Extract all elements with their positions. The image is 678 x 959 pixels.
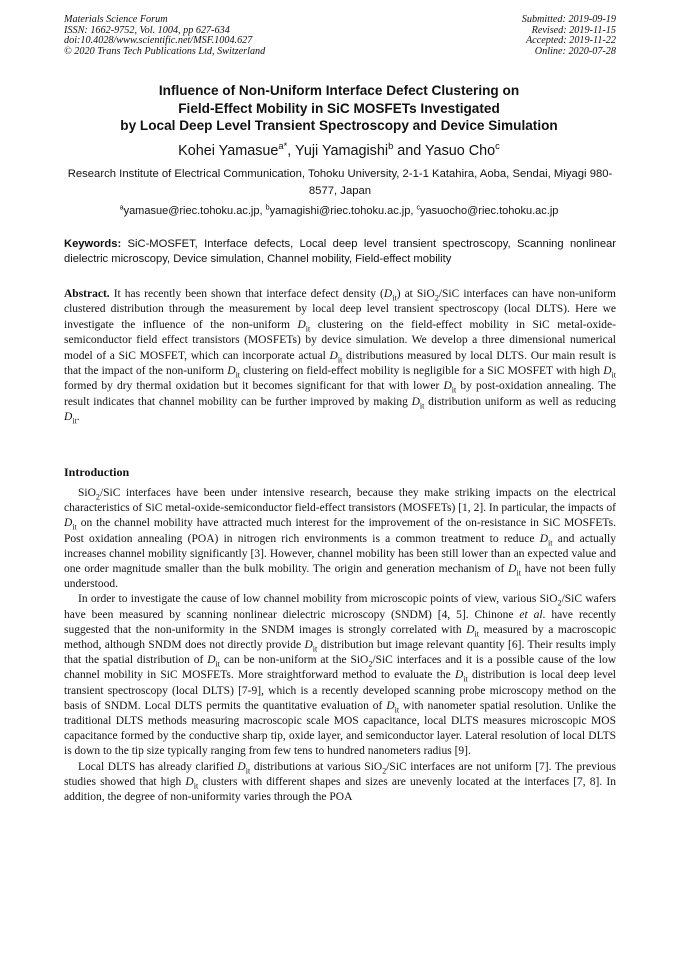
body-text: SiO — [78, 487, 96, 499]
email-link[interactable]: yasuocho@riec.tohoku.ac.jp — [420, 205, 559, 217]
dit-symbol: D — [539, 532, 549, 545]
dit-symbol: D — [297, 318, 306, 331]
subscript-2: 2 — [434, 293, 439, 303]
separator: , — [287, 143, 296, 159]
journal-info — [64, 15, 265, 57]
paragraph — [64, 592, 616, 759]
dit-symbol: D — [304, 639, 313, 652]
body-text: /SiC wafers have been measured by scanning nonlinear dielectric microscopy (SNDM) [4, 5]. Chinone — [64, 593, 616, 621]
body-text: on the channel mobility have attracted much interest for the improvement of the on-resistance in SiC MOSFETs. Post oxidation annealing (POA) in nitrogen rich environments is a common treatment to reduce — [64, 517, 616, 545]
body-text: . have recently suggested that the non-uniformity in the SNDM images is strongly correlated with — [64, 608, 616, 636]
body-text: distribution is local deep level transient spectroscopy (local DLTS) [7-9], which is a recently developed scanning probe microscopy method on the basis of SNDM. Local DLTS permits the quantitative evaluation of — [64, 669, 616, 712]
dit-subscript: it — [611, 370, 616, 380]
author-mark: c — [495, 141, 500, 152]
abstract-text: distributions measured by local DLTS. Our main result is that the impact of the non-uniform — [64, 349, 616, 378]
dit-subscript: it — [394, 705, 400, 715]
email-mark: c — [416, 203, 421, 212]
dates-info — [522, 15, 616, 57]
dit-subscript: it — [516, 568, 521, 578]
author-name: Yuji Yamagishi — [295, 143, 389, 159]
subscript-2: 2 — [382, 765, 387, 775]
dit-symbol: D — [329, 349, 338, 362]
dit-symbol: D — [386, 699, 395, 712]
issn-line: ISSN: 1662-9752, Vol. 1004, pp 627-634 — [64, 24, 230, 36]
abstract-text: distribution uniform as well as reducing — [424, 395, 616, 408]
dit-symbol: D — [64, 411, 73, 424]
journal-name: Materials Science Forum — [64, 14, 168, 25]
abstract-text: /SiC interfaces can have non-uniform clustered distribution through the measurement by local deep level transient spectroscopy (local DLTS). Here we investigate the influence of the non-uniform — [64, 288, 616, 331]
body-text: clusters with different shapes and sizes are unevenly located at the interfaces [7, 8]. In addition, the degree of non-uniformity varies through the POA — [64, 775, 616, 804]
dit-subscript: it — [548, 537, 553, 547]
paragraph — [64, 760, 616, 806]
body-text: have not been fully understood. — [64, 563, 617, 591]
dit-symbol: D — [466, 623, 475, 636]
et-al: et al — [519, 608, 543, 621]
abstract-text: clustering on field-effect mobility is negligible for a SiC MOSFET with high — [240, 365, 604, 378]
abstract-text: formed by dry thermal oxidation but it becomes significant for that with lower — [64, 380, 444, 393]
dit-subscript: it — [337, 354, 343, 364]
body-text: distribution but image relevant quantity [6]. Their results imply that the spatial distribution of — [64, 639, 617, 667]
subscript-2: 2 — [368, 659, 373, 669]
abstract-label: Abstract. — [64, 288, 110, 300]
dit-subscript: it — [235, 370, 241, 380]
keywords-text: SiC-MOSFET, Interface defects, Local deep level transient spectroscopy, Scanning nonlinear dielectric microscopy, Device simulation, Channel mobility, Field-effect mobility — [64, 238, 616, 265]
body-text: /SiC interfaces are not uniform [7]. The previous studies showed that high — [64, 760, 616, 788]
doi-line: doi:10.4028/www.scientific.net/MSF.1004.627 — [64, 35, 253, 47]
body-text: can be non-uniform at the SiO — [220, 654, 369, 667]
paragraph — [64, 486, 616, 592]
copyright-line: © 2020 Trans Tech Publications Ltd, Switzerland — [64, 45, 266, 57]
abstract-text: . — [76, 411, 80, 424]
abstract-text: It has recently been shown that interface defect density ( — [109, 288, 384, 300]
abstract-text: clustering on the field-effect mobility in SiC metal-oxide-semiconductor field effect transistors (MOSFETs) by device simulation. We develop a three dimensional numerical model of a SiC MOSFET, which can incorporate actual — [64, 318, 616, 362]
author-mark: a* — [278, 141, 288, 152]
subscript-2: 2 — [95, 492, 100, 502]
introduction-body — [64, 486, 616, 805]
email-link[interactable]: yamasue@riec.tohoku.ac.jp, — [123, 205, 266, 217]
dit-symbol: D — [443, 380, 452, 393]
title-line: Influence of Non-Uniform Interface Defect Clustering on — [158, 83, 520, 98]
dit-symbol: D — [207, 654, 216, 667]
body-text: /SiC interfaces and it is a possible cause of the low channel mobility in SiC MOSFETs. More straightforward method to evaluate the — [64, 654, 616, 682]
title-line: Field-Effect Mobility in SiC MOSFETs Investigated — [178, 100, 500, 116]
submitted-date: Submitted: 2019-09-19 — [521, 14, 616, 25]
dit-symbol: D — [227, 365, 236, 378]
abstract-block — [64, 287, 616, 426]
dit-symbol: D — [603, 365, 612, 378]
dit-subscript: it — [463, 674, 468, 684]
email-link[interactable]: yamagishi@riec.tohoku.ac.jp, — [269, 205, 417, 217]
dit-symbol: D — [508, 563, 517, 576]
body-text: measured by a macroscopic method, although SNDM does not directly provide — [64, 623, 616, 652]
dit-subscript: it — [474, 629, 479, 639]
dit-symbol: D — [383, 288, 393, 300]
email-mark: b — [265, 203, 270, 212]
dit-subscript: it — [72, 522, 77, 532]
author-emails — [40, 204, 638, 218]
body-text: /SiC interfaces have been under intensive research, because they make striking impacts on the electrical characteristics of SiC metal-oxide-semiconductor field-effect transistors (MOSFETs) [1, 2]. In particular, the impacts of — [64, 487, 616, 515]
separator: and — [393, 143, 426, 159]
paper-title — [40, 82, 638, 135]
keywords-label: Keywords: — [64, 238, 122, 250]
dit-symbol: D — [64, 517, 73, 530]
dit-subscript: it — [392, 293, 397, 303]
online-date: Online: 2020-07-28 — [534, 45, 616, 57]
subscript-2: 2 — [557, 598, 562, 608]
author-mark: b — [388, 141, 394, 152]
author-name: Kohei Yamasue — [178, 143, 279, 159]
dit-symbol: D — [411, 395, 420, 408]
keywords-block — [64, 237, 616, 266]
introduction-heading: Introduction — [64, 465, 130, 479]
accepted-date: Accepted: 2019-11-22 — [525, 35, 616, 47]
body-text: distributions at various SiO — [250, 760, 383, 773]
revised-date: Revised: 2019-11-15 — [531, 24, 616, 36]
body-text: In order to investigate the cause of low channel mobility from microscopic points of view, various SiO — [78, 593, 558, 606]
dit-subscript: it — [215, 659, 221, 669]
dit-symbol: D — [454, 669, 464, 682]
author-list — [40, 142, 638, 160]
dit-subscript: it — [245, 765, 251, 775]
body-text: with nanometer spatial resolution. Unlike the traditional DLTS methods measuring macroscopic scale MOS capacitance, local DLTS measures microscopic MOS capacitance formed by the conductive sharp tip, oxide layer, and semiconductor layer. Lateral resolution of local DLTS is down to the tip size typically ranging from few tens to hundred nanometers radius [9]. — [64, 699, 616, 758]
dit-subscript: it — [419, 401, 425, 411]
dit-symbol: D — [185, 775, 194, 788]
dit-subscript: it — [193, 781, 199, 791]
affiliation: Research Institute of Electrical Communication, Tohoku University, 2-1-1 Katahira, Aoba, Sendai, Miyagi 980-8577, Japan — [67, 168, 613, 197]
dit-subscript: it — [312, 644, 318, 654]
dit-subscript: it — [72, 416, 77, 426]
abstract-text: by post-oxidation annealing. The result indicates that channel mobility can be further improved by making — [64, 380, 616, 408]
email-mark: a — [119, 203, 124, 212]
dit-subscript: it — [451, 385, 457, 395]
dit-subscript: it — [305, 324, 311, 334]
abstract-text: ) at SiO — [396, 288, 435, 300]
dit-symbol: D — [237, 760, 246, 773]
author-name: Yasuo Cho — [425, 143, 496, 159]
title-line: by Local Deep Level Transient Spectroscopy and Device Simulation — [120, 118, 558, 133]
body-text: and actually increases channel mobility significantly [3]. However, channel mobility has been still lower than an expected value and one order magnitude smaller than the bulk mobility. The origin and generation mechanism of — [64, 532, 616, 576]
body-text: Local DLTS has already clarified — [78, 760, 238, 773]
